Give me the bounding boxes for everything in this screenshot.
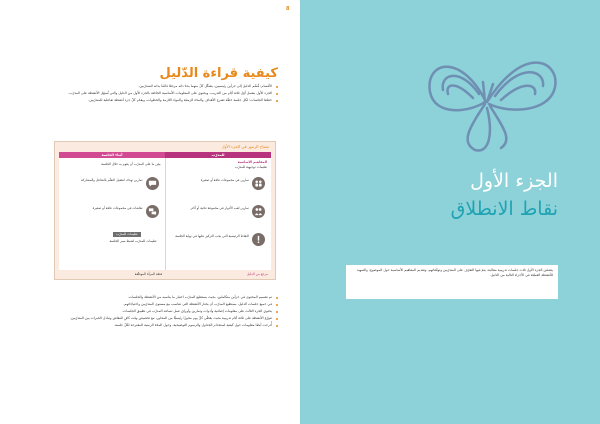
discussion-icon [146,205,159,218]
row-text: تمارين في مجموعات عامّة أو صغيرة [200,178,249,182]
symbols-key-table [54,141,276,280]
bullet-item: تتوزّع الأنشطة على ثلاثة أيّام تدريبية بحيث يغطّي كلّ يوم محورًا رئيسيًّا من المحاور، مع تخصيص وقت كافٍ للنقاش وتبادل الخبرات بين المتدرّبين. [63,316,278,321]
table-row [170,202,268,224]
bullet-item: تم تقسيم المحتوى في جزأين متكاملين، بحيث يستطيع المدرّب اختيار ما يناسبه من الأنشطة والجلسات. [63,295,278,300]
table-header-cell: للمدرّب [165,152,271,158]
table-row [170,174,268,196]
column-subheading-note: يبيّن ما على المدرّب أن يقوم به خلال الجلسة [101,162,161,166]
part-title: نقاط الانطلاق [450,198,558,220]
people-group-icon [252,177,265,190]
intro-bullet-list [63,84,278,105]
part-label: الجزء الأول [470,170,558,192]
row-text: نقاشات في مجموعات عامّة أو صغيرة [92,206,143,210]
table-footer [59,271,271,277]
page-title: كيفية قراءة الدّليل [159,66,278,81]
chat-icon [146,177,159,190]
column-subheading-note: تعليمات توجيهية للمدرّب [235,165,267,169]
row-text: النقاط الرئيسية التي يجب التركيز عليها في نهاية الجلسة [175,234,249,238]
row-text: تمارين تهدف لتفعيل التعلّم بالتفاعل والمشاركة [81,178,143,182]
table-body [59,158,271,270]
row-text: تمارين لعب الأدوار في مجموعة ثنائية أو أكثر [190,206,249,210]
right-page-cover [300,0,600,424]
bullet-item: الجزء الأول يشمل أوّل ثلاثة أيّام من التدريب، ويحتوي على المعلومات الأساسية الخاصّة بالجزء الأول من الدليل والتي تُسهّل الأنشطة على المدرّب. [63,91,278,96]
bullet-item: يحتوي الجزء الثالث على معلومات إضافية وأدوات وتمارين وأوراق عمل تساعد المدرّب في تطبيق الجلسات. [63,309,278,314]
table-column-left [59,158,166,270]
table-header-cell: أثناء الجلسة [59,152,165,158]
butterfly-icon [415,22,565,172]
table-row [170,230,268,252]
bullet-item: خطط الجلسات: لكل جلسة خطّة تشرح الأهداف والمدّة الزمنيّة والمواد اللازمة والخطوات، ويقدّم كلّ جزء أنشطة تفاعلية للمتدرّبين. [63,98,278,103]
trainer-notes-tag: تعليمات للمدرّب [113,232,140,237]
table-row [63,234,161,256]
table-caption: مفتاح الرموز في الجزء الأول [221,144,269,149]
column-subheading: المفاهيم الأساسية [237,160,267,164]
table-row [63,174,161,196]
exclamation-icon [252,233,265,246]
footer-reference: مرجع من الدليل [246,272,268,276]
intro-box [346,265,558,299]
intro-text: يتضمّن الجزء الأول ثلاث جلسات تدريبية متتالية، يتمّ فيها التعرّف على المتدرّبين وتوقّعاتهم، وتقديم المفاهيم الأساسية حول الموضوع، والتمهيد للأنشطة العمليّة في الأجزاء التالية من الدليل. [356,268,553,277]
footer-story: قصّة المرأة الموظّفة [134,272,162,276]
table-column-right [166,158,272,270]
roleplay-icon [252,205,265,218]
details-bullet-list [63,295,278,330]
table-row [63,202,161,224]
row-text: تعليمات للمدرّب لضبط سير الجلسة [109,239,157,243]
bullet-item: في جميع جلسات الدليل، يستطيع المدرّب أن يختار الأنشطة التي تتناسب مع مستوى المتدرّبين واحتياجاتهم. [63,302,278,307]
bullet-item: الأقسام: قُسِّم الدليل إلى جزأين رئيسيين، يشكّل كلّ منهما بحدّ ذاته مرجعًا قائمًا بذاته للمتدرّبين. [63,84,278,89]
page-number: 8 [286,6,290,12]
bullet-item: أُدرجت أيضًا معلومات حول كيفية استخدام الجداول والرسوم التوضيحية، وحول المدّة الزمنية المقترحة لكلّ جلسة. [63,323,278,328]
